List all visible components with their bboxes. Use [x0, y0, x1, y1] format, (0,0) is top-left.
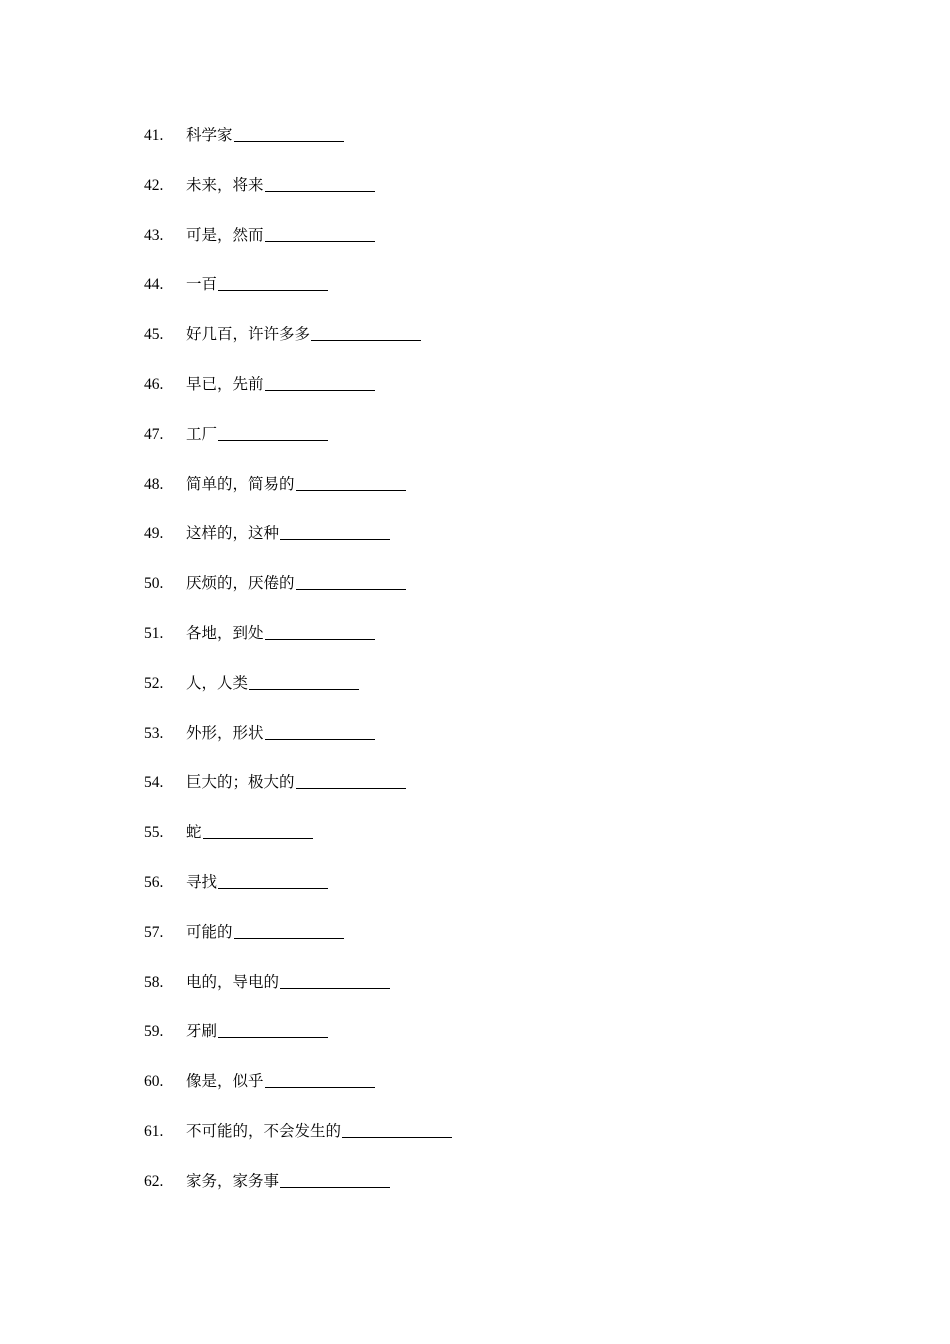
list-item	[144, 121, 452, 171]
answer-blank[interactable]	[218, 289, 328, 291]
item-number: 56.	[144, 873, 164, 891]
answer-blank[interactable]	[218, 439, 328, 441]
item-text: 巨大的；极大的	[186, 773, 295, 792]
item-text: 一百	[186, 275, 218, 294]
item-text: 蛇	[186, 823, 202, 842]
item-text: 早已，先前	[186, 374, 264, 393]
answer-blank[interactable]	[296, 588, 406, 590]
answer-blank[interactable]	[265, 240, 375, 242]
answer-blank[interactable]	[296, 489, 406, 491]
item-number: 54.	[144, 774, 164, 792]
item-text: 厌烦的，厌倦的	[186, 574, 295, 593]
answer-blank[interactable]	[265, 190, 375, 192]
list-item	[144, 370, 452, 420]
answer-blank[interactable]	[280, 987, 390, 989]
answer-blank[interactable]	[296, 787, 406, 789]
answer-blank[interactable]	[342, 1136, 452, 1138]
item-text: 外形，形状	[186, 723, 264, 742]
answer-blank[interactable]	[280, 538, 390, 540]
item-number: 42.	[144, 176, 164, 194]
list-item	[144, 868, 452, 918]
item-text: 牙刷	[186, 1022, 218, 1041]
answer-blank[interactable]	[265, 1086, 375, 1088]
item-number: 55.	[144, 824, 164, 842]
answer-blank[interactable]	[280, 1186, 390, 1188]
item-number: 60.	[144, 1073, 164, 1091]
item-number: 58.	[144, 973, 164, 991]
item-number: 51.	[144, 624, 164, 642]
item-text: 电的，导电的	[186, 972, 280, 991]
item-number: 43.	[144, 226, 164, 244]
list-item	[144, 968, 452, 1018]
list-item	[144, 171, 452, 221]
list-item	[144, 420, 452, 470]
item-text: 家务，家务事	[186, 1171, 280, 1190]
answer-blank[interactable]	[265, 638, 375, 640]
answer-blank[interactable]	[265, 738, 375, 740]
item-text: 人，人类	[186, 673, 249, 692]
list-item	[144, 270, 452, 320]
list-item	[144, 1167, 452, 1217]
item-text: 这样的，这种	[186, 524, 280, 543]
item-number: 52.	[144, 674, 164, 692]
item-number: 61.	[144, 1122, 164, 1140]
item-number: 47.	[144, 425, 164, 443]
item-text: 未来，将来	[186, 175, 264, 194]
item-text: 各地，到处	[186, 623, 264, 642]
item-number: 41.	[144, 127, 164, 144]
list-item	[144, 320, 452, 370]
item-number: 62.	[144, 1172, 164, 1190]
list-item	[144, 221, 452, 271]
list-item	[144, 719, 452, 769]
item-number: 50.	[144, 575, 164, 593]
list-item	[144, 918, 452, 968]
answer-blank[interactable]	[234, 937, 344, 939]
item-number: 46.	[144, 375, 164, 393]
answer-blank[interactable]	[218, 1036, 328, 1038]
item-number: 57.	[144, 923, 164, 941]
vocabulary-list	[144, 121, 452, 1217]
list-item	[144, 619, 452, 669]
item-text: 寻找	[186, 872, 218, 891]
answer-blank[interactable]	[234, 140, 344, 142]
answer-blank[interactable]	[218, 887, 328, 889]
list-item	[144, 519, 452, 569]
list-item	[144, 1017, 452, 1067]
item-number: 49.	[144, 525, 164, 543]
item-number: 53.	[144, 724, 164, 742]
item-number: 59.	[144, 1023, 164, 1041]
item-number: 45.	[144, 326, 164, 344]
list-item	[144, 669, 452, 719]
item-text: 科学家	[186, 126, 233, 144]
item-number: 44.	[144, 276, 164, 294]
list-item	[144, 768, 452, 818]
list-item	[144, 1117, 452, 1167]
answer-blank[interactable]	[249, 688, 359, 690]
item-text: 好几百，许许多多	[186, 325, 311, 344]
item-number: 48.	[144, 475, 164, 493]
list-item	[144, 470, 452, 520]
answer-blank[interactable]	[311, 339, 421, 341]
item-text: 工厂	[186, 424, 218, 443]
item-text: 像是，似乎	[186, 1072, 264, 1091]
item-text: 简单的，简易的	[186, 474, 295, 493]
list-item	[144, 1067, 452, 1117]
list-item	[144, 818, 452, 868]
item-text: 可能的	[186, 922, 233, 941]
answer-blank[interactable]	[265, 389, 375, 391]
list-item	[144, 569, 452, 619]
item-text: 可是，然而	[186, 225, 264, 244]
answer-blank[interactable]	[203, 837, 313, 839]
item-text: 不可能的，不会发生的	[186, 1121, 342, 1140]
